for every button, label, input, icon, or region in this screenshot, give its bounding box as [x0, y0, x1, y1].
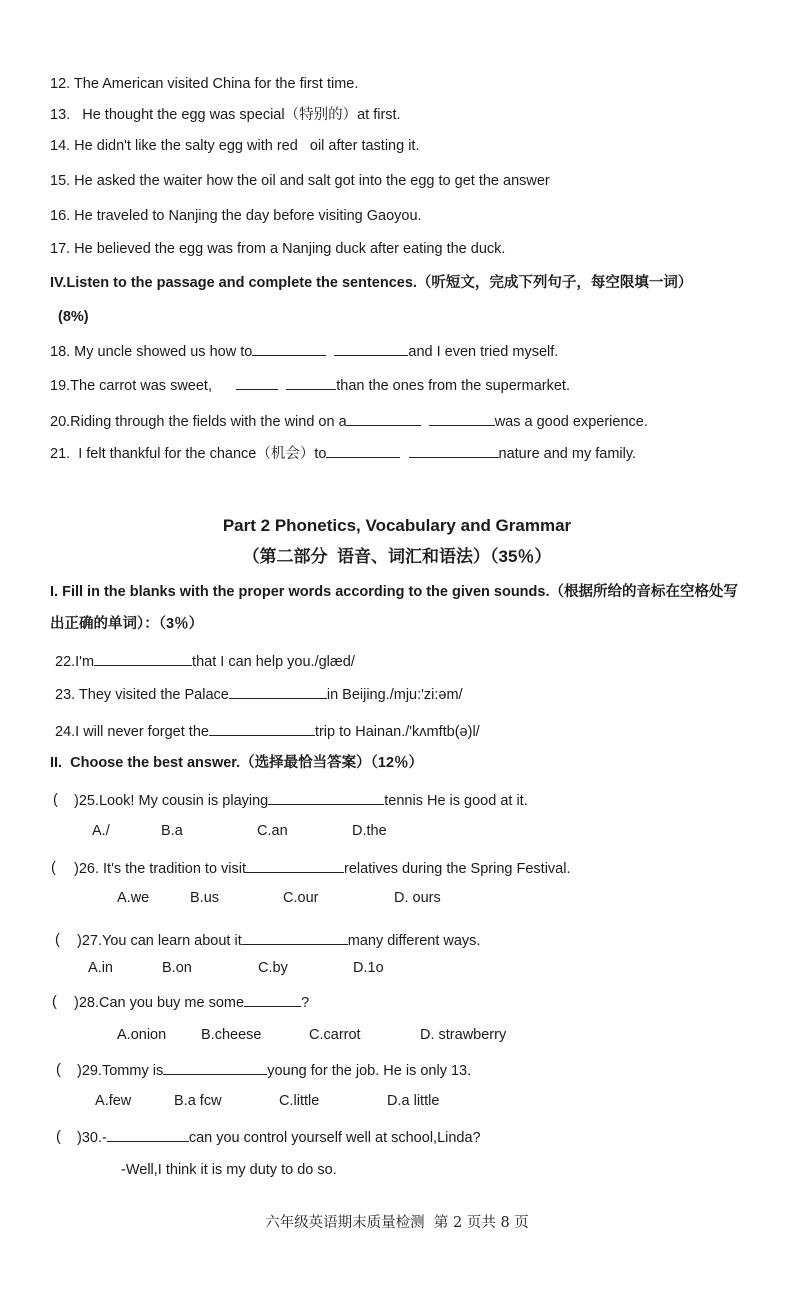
question-18-text-post: and I even tried myself.: [408, 344, 559, 360]
option-28-b[interactable]: B.cheese: [201, 1027, 262, 1043]
option-26-b[interactable]: B.us: [190, 890, 220, 906]
statement-13: 13. He thought the egg was special（特别的）at first.: [50, 107, 401, 123]
question-27-text-pre: )27.You can learn about it: [77, 933, 242, 949]
question-18: [50, 341, 558, 362]
answer-blank-30[interactable]: [107, 1127, 189, 1142]
answer-blank-21a[interactable]: [326, 443, 400, 458]
answer-blank-28[interactable]: [244, 992, 301, 1007]
question-18-text-pre: 18. My uncle showed us how to: [50, 344, 253, 360]
answer-paren-30[interactable]: (: [56, 1129, 61, 1145]
question-25-text-post: tennis He is good at it.: [384, 793, 528, 809]
question-29-text-pre: )29.Tommy is: [77, 1063, 164, 1079]
question-26: [74, 858, 571, 879]
answer-blank-18a[interactable]: [252, 341, 326, 356]
part2-title: Part 2 Phonetics, Vocabulary and Grammar: [222, 516, 572, 535]
statement-12: 12. The American visited China for the first time.: [50, 76, 359, 92]
option-25-a[interactable]: A./: [92, 823, 110, 839]
answer-blank-21b[interactable]: [409, 443, 499, 458]
question-21-text-pre: 21. I felt thankful for the chance（机会）to: [50, 446, 327, 462]
question-30-reply: -Well,I think it is my duty to do so.: [121, 1162, 337, 1178]
question-27: [77, 930, 480, 951]
option-26-d[interactable]: D. ours: [394, 890, 441, 906]
question-26-text-pre: )26. It's the tradition to visit: [74, 861, 247, 877]
answer-paren-28[interactable]: (: [52, 994, 57, 1010]
question-28: [74, 992, 309, 1013]
question-29-text-post: young for the job. He is only 13.: [267, 1063, 472, 1079]
answer-blank-29[interactable]: [163, 1060, 267, 1075]
question-22-text-post: that I can help you./glæd/: [192, 654, 355, 670]
question-20-text-post: was a good experience.: [494, 414, 648, 430]
answer-paren-29[interactable]: (: [56, 1062, 61, 1078]
option-27-a[interactable]: A.in: [88, 960, 113, 976]
answer-blank-23[interactable]: [229, 684, 327, 699]
section-i-heading-line2: 出正确的单词）：（3％）: [50, 616, 204, 632]
answer-blank-20a[interactable]: [347, 411, 421, 426]
answer-blank-25[interactable]: [268, 790, 384, 805]
section-iv-points: (8%): [58, 309, 89, 325]
option-25-b[interactable]: B.a: [161, 823, 183, 839]
question-20: [50, 411, 648, 432]
answer-paren-27[interactable]: (: [55, 932, 60, 948]
question-30-text-pre: )30.-: [77, 1130, 107, 1146]
answer-paren-26[interactable]: (: [51, 860, 56, 876]
answer-blank-27[interactable]: [242, 930, 348, 945]
answer-blank-20b[interactable]: [429, 411, 495, 426]
question-29: [77, 1060, 471, 1081]
option-25-d[interactable]: D.the: [352, 823, 387, 839]
question-30: [77, 1127, 481, 1148]
option-28-d[interactable]: D. strawberry: [420, 1027, 507, 1043]
question-28-text-post: ?: [301, 995, 310, 1011]
part2-subtitle: （第二部分 语音、词汇和语法）（35％）: [242, 547, 552, 566]
option-28-c[interactable]: C.carrot: [309, 1027, 361, 1043]
question-23-text-pre: 23. They visited the Palace: [55, 687, 229, 703]
question-21-text-post: nature and my family.: [498, 446, 637, 462]
statement-16: 16. He traveled to Nanjing the day before visiting Gaoyou.: [50, 208, 422, 224]
section-i-heading-line1: I. Fill in the blanks with the proper words according to the given sounds.（根据所给的音标在空格处写: [50, 584, 738, 600]
question-21: [50, 443, 636, 464]
answer-blank-19a[interactable]: [236, 375, 278, 390]
statement-15: 15. He asked the waiter how the oil and salt got into the egg to get the answer: [50, 173, 550, 189]
option-25-c[interactable]: C.an: [257, 823, 288, 839]
page-footer: 六年级英语期末质量检测 第 2 页共 8 页: [265, 1215, 529, 1231]
question-28-text-pre: )28.Can you buy me some: [74, 995, 245, 1011]
answer-paren-25[interactable]: (: [53, 792, 58, 808]
question-19-text-pre: 19.The carrot was sweet,: [50, 378, 212, 394]
option-26-a[interactable]: A.we: [117, 890, 150, 906]
question-22-text-pre: 22.I'm: [55, 654, 95, 670]
question-19: [50, 375, 570, 396]
option-29-c[interactable]: C.little: [279, 1093, 320, 1109]
question-27-text-post: many different ways.: [347, 933, 481, 949]
option-27-c[interactable]: C.by: [258, 960, 288, 976]
statement-17: 17. He believed the egg was from a Nanjing duck after eating the duck.: [50, 241, 506, 257]
question-20-text-pre: 20.Riding through the fields with the wind on a: [50, 414, 347, 430]
question-23: [55, 684, 463, 705]
option-29-a[interactable]: A.few: [95, 1093, 132, 1109]
question-26-text-post: relatives during the Spring Festival.: [344, 861, 571, 877]
option-29-d[interactable]: D.a little: [387, 1093, 440, 1109]
option-28-a[interactable]: A.onion: [117, 1027, 167, 1043]
question-24-text-pre: 24.I will never forget the: [55, 724, 209, 740]
question-25: [74, 790, 528, 811]
question-24: [55, 721, 480, 742]
statement-14: 14. He didn't like the salty egg with red oil after tasting it.: [50, 138, 420, 154]
answer-blank-18b[interactable]: [334, 341, 408, 356]
section-ii-heading: II. Choose the best answer.（选择最恰当答案）（12％）: [50, 755, 424, 771]
question-19-text-post: than the ones from the supermarket.: [336, 378, 570, 394]
section-iv-heading: IV.Listen to the passage and complete the sentences.（听短文，完成下列句子，每空限填一词）: [50, 275, 693, 291]
option-27-d[interactable]: D.1o: [353, 960, 384, 976]
answer-blank-22[interactable]: [94, 651, 192, 666]
answer-blank-24[interactable]: [209, 721, 315, 736]
answer-blank-26[interactable]: [246, 858, 344, 873]
question-30-text-post: can you control yourself well at school,Linda?: [188, 1130, 481, 1146]
option-27-b[interactable]: B.on: [162, 960, 192, 976]
question-24-text-post: trip to Hainan./'kʌmftb(ə)l/: [314, 724, 480, 740]
answer-blank-19b[interactable]: [286, 375, 336, 390]
option-26-c[interactable]: C.our: [283, 890, 319, 906]
question-23-text-post: in Beijing./mju:'zi:əm/: [326, 687, 463, 703]
option-29-b[interactable]: B.a fcw: [174, 1093, 222, 1109]
question-22: [55, 651, 355, 672]
question-25-text-pre: )25.Look! My cousin is playing: [74, 793, 269, 809]
